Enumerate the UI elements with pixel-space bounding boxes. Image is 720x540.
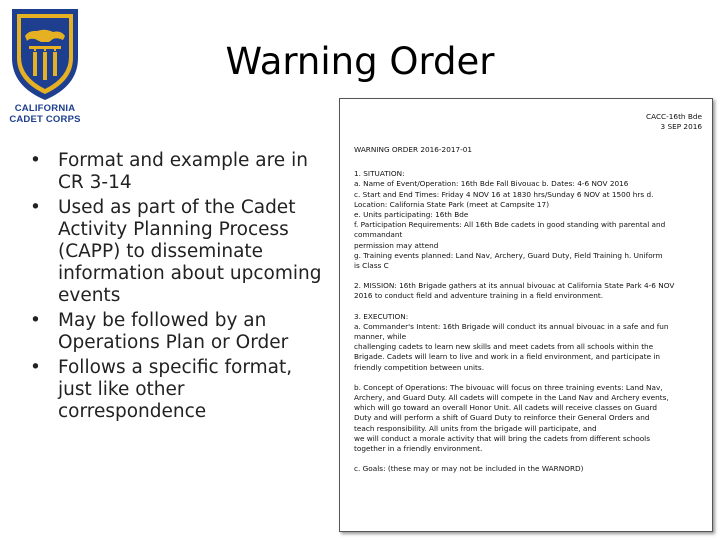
- bullet-item: [30, 357, 330, 423]
- bullet-dot-icon: •: [30, 357, 41, 378]
- document-line: challenging cadets to learn new skills and meet cadets from all schools within the: [354, 342, 654, 352]
- document-line: c. Start and End Times: Friday 4 NOV 16 at 1830 hrs/Sunday 6 NOV at 1500 hrs d.: [354, 189, 654, 199]
- bullet-text: May be followed by an Operations Plan or Order: [58, 310, 289, 353]
- document-line: permission may attend: [354, 240, 439, 250]
- logo-line-2: CADET CORPS: [9, 114, 81, 125]
- document-header-line: 3 SEP 2016: [660, 122, 702, 132]
- document-line: we will conduct a morale activity that will bring the cadets from different schools: [354, 433, 651, 443]
- section-mission: [354, 281, 704, 301]
- document-line: b. Concept of Operations: The bivouac will focus on three training events: Land Nav,: [354, 382, 663, 392]
- document-line: c. Goals: (these may or may not be included in the WARNORD): [354, 464, 584, 474]
- document-line: f. Participation Requirements: All 16th Bde cadets in good standing with parental and: [354, 220, 666, 230]
- logo-line-1: CALIFORNIA: [14, 103, 76, 114]
- bullet-text: Follows a specific format, just like other correspondence: [58, 357, 293, 422]
- document-line: a. Name of Event/Operation: 16th Bde Fall Bivouac b. Dates: 4-6 NOV 2016: [354, 179, 629, 189]
- document-line: commandant: [354, 230, 403, 240]
- section-execution: [354, 312, 704, 373]
- document-line: a. Commander's Intent: 16th Brigade will conduct its annual bivouac in a safe and fun: [354, 321, 669, 331]
- bullet-text: Used as part of the Cadet Activity Planning Process (CAPP) to disseminate information about upcoming events: [58, 197, 322, 306]
- document-line: together in a friendly environment.: [354, 444, 483, 454]
- document-line: Location: California State Park (meet at Campsite 17): [354, 199, 550, 209]
- bullet-item: [30, 310, 330, 354]
- document-line: Duty and will perform a shift of Guard Duty to reinforce their General Orders and: [354, 413, 650, 423]
- bullet-text: Format and example are in CR 3-14: [58, 150, 308, 193]
- slide-title: Warning Order: [225, 40, 495, 83]
- section-concept-of-operations: [354, 383, 704, 454]
- document-line: 1. SITUATION:: [354, 169, 405, 179]
- document-line: friendly competition between units.: [354, 362, 485, 372]
- bullet-dot-icon: •: [30, 197, 41, 218]
- bullet-dot-icon: •: [30, 150, 41, 171]
- document-line: teach responsibility. All units from the brigade will participate, and: [354, 423, 597, 433]
- document-line: Brigade. Cadets will learn to live and work in a field environment, and participate in: [354, 352, 661, 362]
- warning-order-document: [339, 98, 713, 532]
- document-line: 3. EXECUTION:: [354, 311, 409, 321]
- document-header: [646, 112, 702, 132]
- document-line: which will go toward an overall Honor Unit. All cadets will receive classes on Guard: [354, 403, 658, 413]
- section-goals: [354, 464, 704, 474]
- bullet-item: [30, 150, 330, 194]
- document-line: Archery, and Guard Duty. All cadets will compete in the Land Nav and Archery events,: [354, 393, 669, 403]
- document-header-line: CACC-16th Bde: [646, 112, 702, 121]
- document-line: manner, while: [354, 332, 407, 342]
- document-line: g. Training events planned: Land Nav, Archery, Guard Duty, Field Training h. Uniform: [354, 250, 663, 260]
- document-line: is Class C: [354, 261, 389, 271]
- bullet-item: [30, 197, 330, 307]
- california-cadet-corps-logo: [6, 6, 84, 128]
- order-title: WARNING ORDER 2016-2017-01: [354, 145, 473, 154]
- document-body: [354, 145, 704, 484]
- document-line: e. Units participating: 16th Bde: [354, 210, 469, 220]
- section-situation: [354, 169, 704, 271]
- bullet-list: [30, 150, 330, 426]
- california-cadet-corps-shield-icon: [9, 6, 81, 102]
- document-line: 2016 to conduct field and adventure training in a field environment.: [354, 291, 604, 301]
- document-line: 2. MISSION: 16th Brigade gathers at its annual bivouac at California State Park 4-6 NOV: [354, 281, 675, 291]
- bullet-dot-icon: •: [30, 310, 41, 331]
